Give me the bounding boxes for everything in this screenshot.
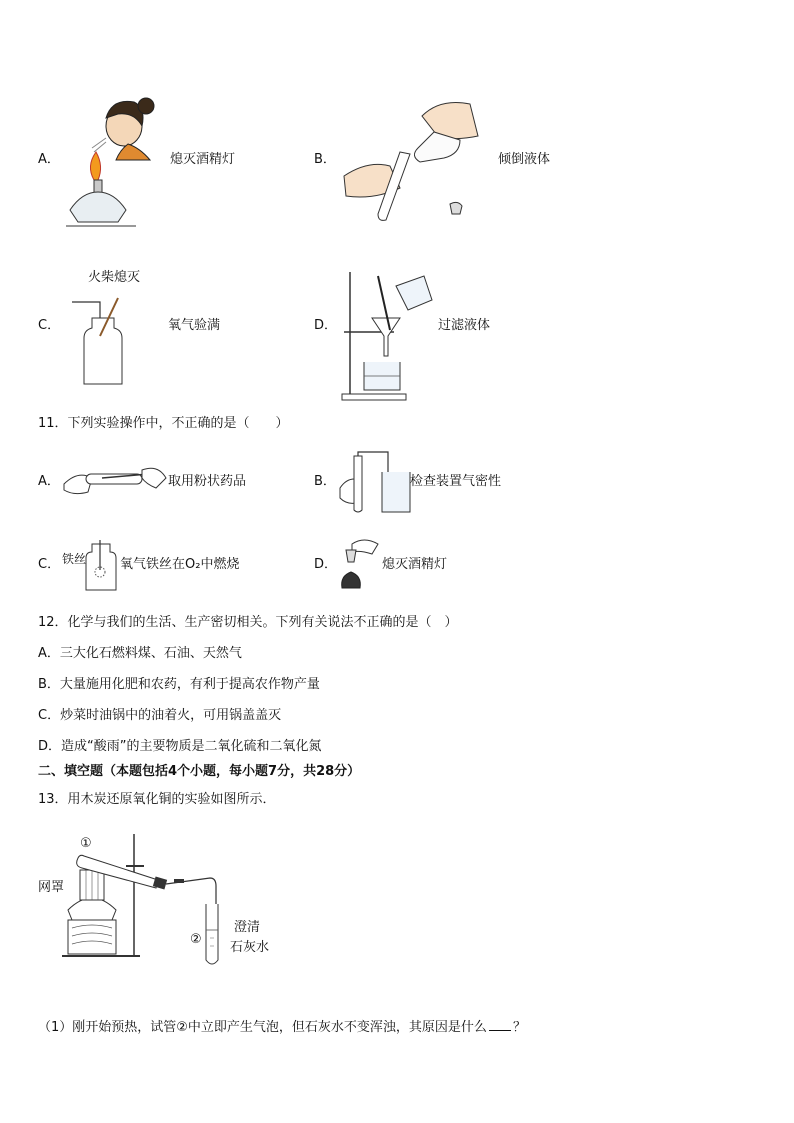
label-circle-1: ①	[80, 836, 92, 851]
option-c-caption: 氧气验满	[168, 318, 221, 333]
q13-sub1-text: （1）刚开始预热，试管②中立即产生气泡，但石灰水不变浑浊，其原因是什么	[38, 1020, 487, 1035]
q12-option-c: C．炒菜时油锅中的油着火，可用锅盖盖灭	[38, 708, 282, 723]
pouring-beaker	[396, 276, 432, 310]
limewater-tube	[206, 904, 218, 964]
small-lamp	[342, 572, 361, 588]
q12-option-b: B．大量施用化肥和农药，有利于提高农作物产量	[38, 677, 320, 692]
hair-bun	[138, 98, 154, 114]
q11-option-c-letter: C．	[38, 557, 61, 572]
section-heading: 二、填空题（本题包括4个小题，每小题7分，共28分）	[38, 764, 361, 779]
q13-sub1	[38, 1018, 526, 1036]
label-mesh: 网罩	[38, 880, 65, 895]
lamp-body	[70, 192, 126, 222]
q11-option-d-letter: D．	[314, 557, 338, 572]
option-d-caption: 过滤液体	[438, 318, 491, 333]
option-a-letter: A．	[38, 152, 60, 167]
q11-option-b-caption: 检查装置气密性	[410, 474, 502, 489]
funnel-shape	[372, 318, 400, 356]
figure-pour-liquid	[340, 96, 490, 224]
q12-option-d: D．造成“酸雨”的主要物质是二氧化硫和二氧化氮	[38, 739, 322, 754]
flame-shape	[90, 152, 100, 180]
label-limewater-1: 澄清	[234, 920, 261, 935]
gas-bottle-small	[86, 544, 116, 590]
figure-cap-lamp	[338, 536, 382, 592]
option-a-caption: 熄灭酒精灯	[170, 152, 236, 167]
q13-sub1-end: ？	[512, 1020, 526, 1035]
test-tube-vertical	[354, 456, 362, 512]
option-d-letter: D．	[314, 318, 338, 333]
q11-option-d-caption: 熄灭酒精灯	[382, 557, 448, 572]
figure-airtightness	[338, 450, 412, 516]
q11-option-c-caption: 氧气铁丝在O₂中燃烧	[120, 557, 240, 572]
figure-blow-out-lamp	[64, 92, 164, 230]
q11-option-a-caption: 取用粉状药品	[168, 474, 247, 489]
label-limewater-2: 石灰水	[230, 940, 270, 955]
q11-option-b-letter: B．	[314, 474, 336, 489]
q12-stem: 12．化学与我们的生活、生产密切相关。下列有关说法不正确的是（ ）	[38, 615, 458, 630]
stopper	[450, 202, 462, 214]
water-beaker	[382, 472, 410, 512]
figure-oxygen-test	[70, 296, 142, 386]
q12-option-a: A．三大化石燃料煤、石油、天然气	[38, 646, 242, 661]
answer-blank[interactable]	[489, 1018, 511, 1031]
lamp-cap	[346, 550, 356, 562]
option-c-top-label: 火柴熄灭	[88, 270, 141, 285]
hand-shape-right	[422, 103, 478, 139]
figure-iron-wire-burning	[80, 540, 122, 592]
alcohol-lamp	[68, 898, 116, 920]
q11-option-c-fig-label: 铁丝	[62, 552, 87, 566]
q13-stem: 13．用木炭还原氧化铜的实验如图所示．	[38, 792, 276, 807]
label-circle-2: ②	[190, 932, 202, 947]
option-b-letter: B．	[314, 152, 336, 167]
figure-filtration	[338, 270, 434, 402]
glass-tube	[72, 302, 100, 318]
shoulder-shape	[116, 144, 150, 160]
q11-option-a-letter: A．	[38, 474, 60, 489]
q11-stem: 11．下列实验操作中，不正确的是（ ）	[38, 416, 289, 431]
option-b-caption: 倾倒液体	[498, 152, 551, 167]
option-c-letter: C．	[38, 318, 61, 333]
figure-powder-sampling	[62, 462, 168, 498]
hand-right	[142, 468, 166, 488]
